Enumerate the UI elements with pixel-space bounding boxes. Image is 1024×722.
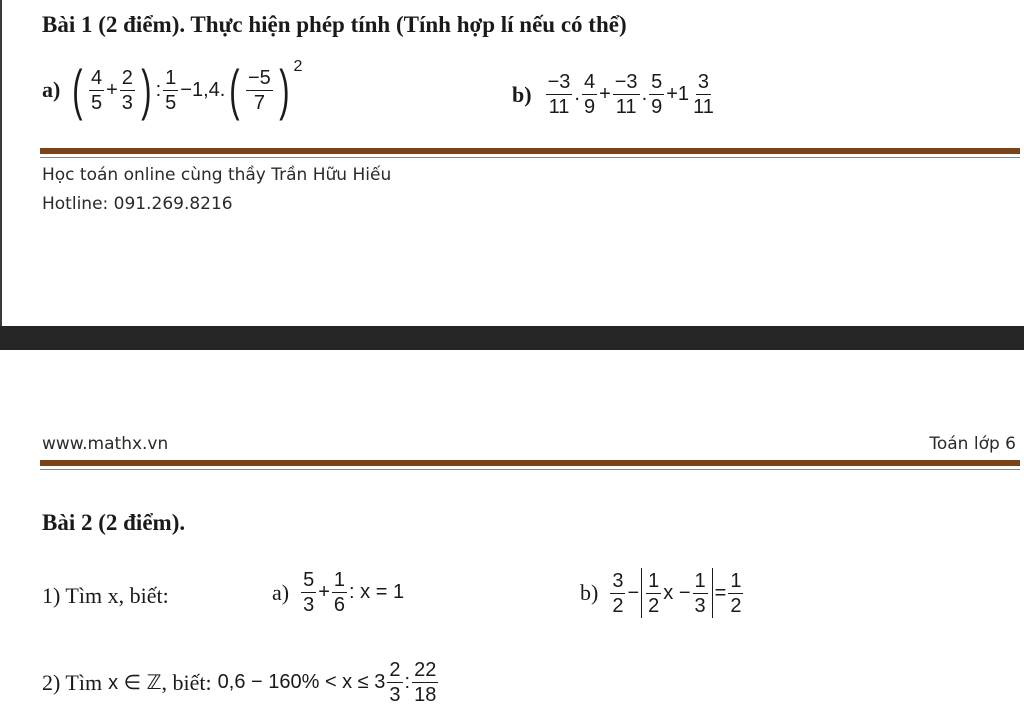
numerator: 5: [651, 71, 663, 93]
numerator: 1: [333, 569, 346, 591]
q1-part-a: [272, 568, 404, 617]
minus-sign: −: [627, 581, 640, 604]
denominator: 2: [730, 594, 742, 617]
fraction-3-11: [691, 70, 716, 119]
plus-sign: +: [106, 78, 118, 101]
numerator: 1: [730, 569, 742, 592]
close-paren: ): [278, 58, 290, 121]
numerator: −3: [547, 71, 571, 93]
close-paren: ): [141, 58, 152, 121]
q1b-label: b): [580, 580, 599, 605]
fraction-3-2: [610, 569, 625, 618]
footer-rule-thin: [40, 157, 1020, 158]
fraction-2-3: [120, 66, 135, 115]
denominator: 2: [648, 594, 660, 617]
numerator: −3: [614, 71, 638, 93]
problem1-part-b: [512, 70, 718, 119]
denominator: 5: [90, 91, 103, 114]
numerator: 3: [697, 71, 709, 93]
q2-label: 2) Tìm: [42, 669, 103, 695]
problem2-title: Bài 2 (2 điểm).: [42, 510, 186, 535]
fraction-neg3-11: [613, 70, 640, 119]
problem1-part-a: [42, 58, 303, 121]
q1-part-b: [580, 568, 745, 618]
denominator: 3: [694, 594, 706, 617]
part-a-label: a): [42, 77, 61, 102]
fraction-1-6: [332, 568, 347, 617]
q2-line: [42, 658, 440, 707]
denominator: 11: [693, 96, 714, 118]
header-rule-thin: [40, 469, 1020, 470]
fraction-2-3: [387, 658, 402, 707]
fraction-1-2: [646, 569, 661, 618]
fraction-5-3: [301, 568, 316, 617]
denominator: 6: [333, 594, 346, 616]
dot-sign: .: [641, 83, 648, 105]
numerator: 2: [389, 659, 401, 681]
denominator: 3: [121, 91, 133, 114]
equals-sign: =: [714, 581, 727, 604]
minus-term: −1,4.: [180, 78, 226, 101]
numerator: 3: [612, 569, 624, 592]
q2-set: x ∈ ℤ: [108, 672, 162, 694]
abs-bar-left: [641, 568, 642, 618]
header-website: www.mathx.vn: [42, 434, 169, 454]
denominator: 18: [414, 684, 437, 706]
x-minus: x −: [663, 581, 691, 604]
footer-tagline: Học toán online cùng thầy Trần Hữu Hiếu: [42, 165, 392, 185]
open-paren: (: [72, 58, 83, 121]
equation-rest: : x = 1: [349, 581, 405, 603]
fraction-1-3: [693, 569, 708, 618]
footer-rule: [40, 148, 1020, 154]
denominator: 5: [165, 91, 177, 114]
plus-one: +1: [666, 83, 690, 105]
denominator: 7: [253, 91, 265, 114]
numerator: 1: [648, 569, 660, 592]
denominator: 9: [583, 96, 596, 118]
numerator: 4: [90, 66, 103, 89]
fraction-1-5: [163, 66, 178, 115]
denominator: 11: [615, 96, 637, 118]
q2-inequality: 0,6 − 160% < x ≤ 3: [217, 671, 386, 693]
fraction-4-5: [89, 66, 104, 115]
q1-label: 1) Tìm x, biết:: [42, 583, 169, 608]
fraction-22-18: [412, 658, 438, 707]
numerator: −5: [247, 66, 271, 89]
dot-sign: .: [574, 83, 580, 105]
q2-comma: , biết:: [161, 669, 212, 695]
page-separator: [0, 326, 1024, 350]
plus-sign: +: [318, 581, 330, 603]
page-left-border: [0, 0, 2, 326]
abs-bar-right: [712, 568, 713, 618]
fraction-neg5-7: [246, 66, 273, 115]
header-grade: Toán lớp 6: [929, 434, 1016, 454]
numerator: 2: [121, 66, 133, 89]
exponent: 2: [293, 58, 303, 75]
numerator: 1: [694, 569, 706, 592]
numerator: 1: [165, 66, 177, 89]
numerator: 22: [414, 659, 437, 681]
numerator: 5: [303, 569, 315, 591]
denominator: 3: [303, 594, 315, 616]
part-b-label: b): [512, 81, 532, 107]
plus-sign: +: [599, 83, 611, 105]
footer-hotline: Hotline: 091.269.8216: [42, 194, 233, 214]
fraction-1-2: [728, 569, 743, 618]
fraction-neg3-11: [546, 70, 573, 119]
problem1-title: Bài 1 (2 điểm). Thực hiện phép tính (Tính hợp lí nếu có thể): [42, 12, 627, 37]
q1a-label: a): [272, 579, 290, 605]
denominator: 3: [389, 684, 401, 706]
fraction-5-9: [649, 70, 664, 119]
header-rule: [40, 460, 1020, 466]
numerator: 4: [583, 71, 596, 93]
divide-sign: :: [155, 78, 162, 101]
open-paren: (: [229, 58, 240, 121]
denominator: 9: [651, 96, 663, 118]
denominator: 2: [612, 594, 624, 617]
denominator: 11: [548, 96, 570, 118]
divide-sign: :: [404, 671, 411, 693]
fraction-4-9: [582, 70, 597, 119]
